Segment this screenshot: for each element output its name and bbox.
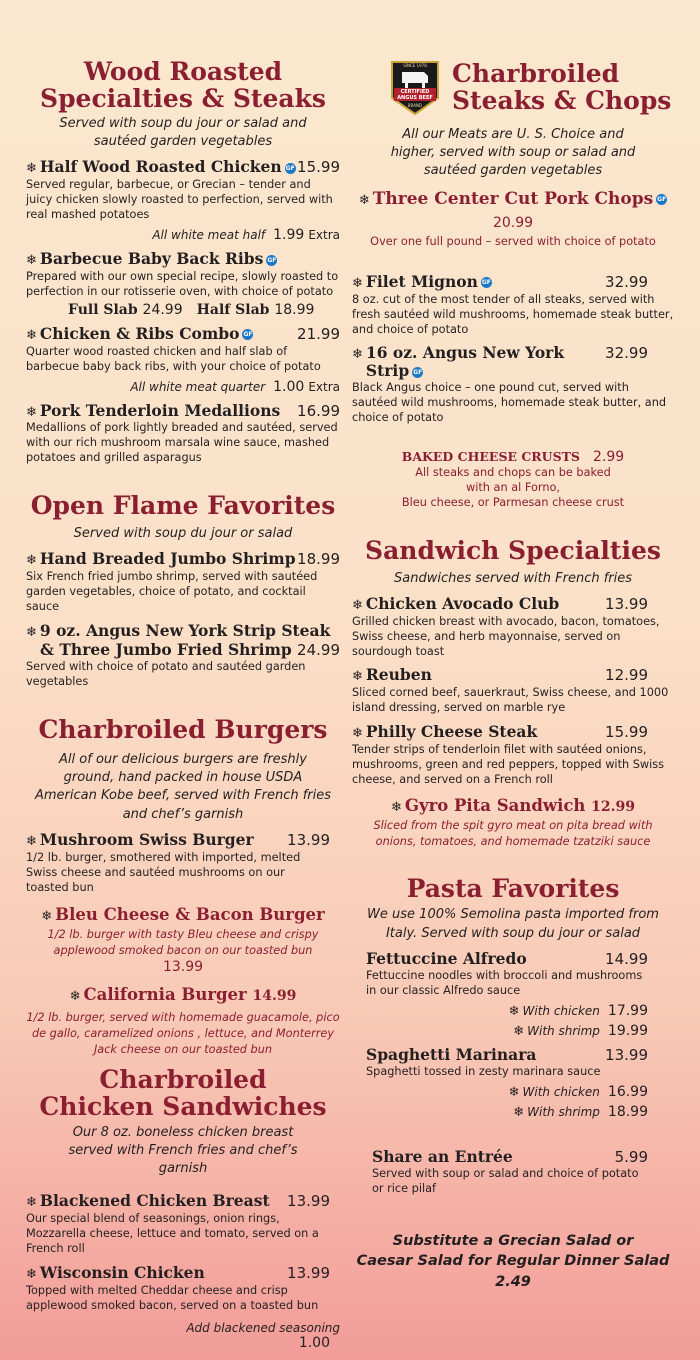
chicken-section-title: Charbroiled Chicken Sandwiches [39,1064,327,1121]
snowflake-icon: ❄ [26,161,37,177]
gluten-free-icon: GF [413,368,423,376]
burgers-subtitle: All of our delicious burgers are freshly ground, hand packed in house USDA American Kobe beef, served with French fries and chef’s garnish [34,752,332,822]
item-option: ❄ With shrimp 19.99 [513,1022,648,1039]
item-description: Prepared with our own special recipe, slowly roasted to perfection in our rotisserie oven, with choice of potato [26,269,339,298]
item-price: 21.99 [297,324,340,343]
item-description: Our special blend of seasonings, onion rings, Mozzarella cheese, lettuce and tomato, served on a French roll [26,1212,319,1255]
snowflake-icon: ❄ [358,192,370,208]
item-price: 12.99 [591,798,635,815]
menu-item: ❄ Half Wood Roasted Chicken GF 15.99 Served regular, barbecue, or Grecian – tender and juicy chicken slowly roasted to perfection, served with real mashed potatoes All white meat half 1.99 Extra [26,157,340,244]
item-price: 13.99 [287,1192,330,1211]
item-description: Served with soup or salad and choice of potato or rice pilaf [372,1167,639,1196]
featured-item: ❄ Three Center Cut Pork Chops GF 20.99 Over one full pound – served with choice of potato [352,189,674,249]
menu-item: ❄ Hand Breaded Jumbo Shrimp 18.99 Six French fried jumbo shrimp, served with sautéed garden vegetables, choice of potato, and cocktail sauce [26,549,340,614]
pasta-subtitle: We use 100% Semolina pasta imported from Italy. Served with soup du jour or salad [367,907,659,941]
snowflake-icon: ❄ [26,1266,37,1282]
snowflake-icon: ❄ [508,1085,520,1101]
item-price: 18.99 [297,550,340,569]
item-description: Tender strips of tenderloin filet with sautéed onions, mushrooms, green and red peppers, topped with Swiss cheese, and served on a French roll [352,743,665,786]
item-option: ❄ With shrimp 18.99 [513,1104,648,1121]
item-extra: Add blackened seasoning 1.00 [186,1321,340,1352]
item-price: 13.99 [605,594,648,613]
item-price: 15.99 [297,158,340,177]
item-description: 8 oz. cut of the most tender of all steaks, served with fresh sautéed wild mushrooms, homemade steak butter, and choice of potato [352,292,674,336]
certified-angus-beef-logo: SINCE 1978 CERTIFIED ANGUS BEEF BRAND [386,58,444,116]
salad-substitution: Substitute a Grecian Salad or Caesar Salad for Regular Dinner Salad 2.49 [356,1233,670,1290]
item-description: Served with choice of potato and sautéed garden vegetables [26,660,306,689]
wood-subtitle: Served with soup du jour or salad and sautéed garden vegetables [59,116,307,150]
snowflake-icon: ❄ [508,1003,520,1019]
item-price: 16.99 [297,401,340,420]
snowflake-icon: ❄ [26,553,37,569]
featured-item: ❄ Gyro Pita Sandwich 12.99 Sliced from the spit gyro meat on pita bread with onions, tomatoes, and homemade tzatziki sauce [352,796,674,850]
item-description: 1/2 lb. burger with tasty Bleu cheese and crispy applewood smoked bacon on our toasted bun [47,928,319,958]
menu-item: ❄ 16 oz. Angus New York Strip GF 32.99 Black Angus choice – one pound cut, served with sautéed wild mushrooms, homemade steak butter, and choice of potato [352,344,674,425]
item-price: 14.99 [252,988,297,1005]
item-price: 12.99 [605,666,648,685]
item-description: Fettuccine noodles with broccoli and mushrooms in our classic Alfredo sauce [366,969,643,997]
pasta-section-title: Pasta Favorites [406,874,620,904]
item-description: 1/2 lb. burger, served with homemade guacamole, pico de gallo, caramelized onions , lettuce, and Monterrey Jack cheese on our toasted bun [26,1011,340,1056]
item-description: Medallions of pork lightly breaded and sautéed, served with our rich mushroom marsala wine sauce, mashed potatoes and grilled asparagus [26,421,338,465]
snowflake-icon: ❄ [513,1023,525,1039]
item-option: ❄ With chicken 16.99 [508,1084,648,1101]
item-price: 24.99 [297,640,340,659]
flame-subtitle: Served with soup du jour or salad [73,526,293,542]
baked-cheese-crusts: BAKED CHEESE CRUSTS 2.99 All steaks and chops can be baked with an al Forno, Bleu cheese, or Parmesan cheese crust [401,448,625,510]
wood-section-title: Wood Roasted Specialties & Steaks [40,57,326,113]
featured-item: ❄ Bleu Cheese & Bacon Burger 1/2 lb. burger with tasty Bleu cheese and crispy applewood smoked bacon on our toasted bun 13.99 [26,905,340,975]
right-column [352,0,674,1292]
menu-item: ❄ Chicken & Ribs Combo GF 21.99 Quarter wood roasted chicken and half slab of barbecue baby back ribs, with your choice of potato All white meat quarter 1.00 Extra [26,323,340,395]
item-description: Black Angus choice – one pound cut, served with sautéed wild mushrooms, homemade steak butter, and choice of potato [352,381,667,424]
steaks-subtitle: All our Meats are U. S. Choice and higher, served with soup or salad and sautéed garden vegetables [390,127,636,179]
snowflake-icon: ❄ [352,597,363,613]
item-description: Quarter wood roasted chicken and half slab of barbecue baby back ribs, with your choice of potato [26,344,321,373]
share-entree: Share an Entrée 5.99 Served with soup or salad and choice of potato or rice pilaf [372,1147,648,1196]
flame-section-title: Open Flame Favorites [30,491,336,521]
steaks-section-title: Charbroiled Steaks & Chops [452,59,672,115]
item-description: Spaghetti tossed in zesty marinara sauce [366,1065,601,1079]
item-price: 14.99 [605,949,648,968]
sandwich-subtitle: Sandwiches served with French fries [393,570,633,586]
item-price: 13.99 [605,1045,648,1064]
item-extra: All white meat quarter 1.00 Extra [130,378,340,395]
snowflake-icon: ❄ [390,799,402,815]
item-description: Sliced corned beef, sauerkraut, Swiss cheese, and 1000 island dressing, served on marble rye [352,686,669,715]
item-description: Over one full pound – served with choice of potato [370,234,656,248]
snowflake-icon: ❄ [26,253,37,269]
item-description: Topped with melted Cheddar cheese and crisp applewood smoked bacon, served on a toasted bun [26,1283,319,1312]
item-price: 32.99 [605,272,648,291]
gluten-free-icon: GF [657,195,667,203]
slab-prices: Full Slab 24.99 Half Slab 18.99 [68,301,315,318]
menu-item: ❄ 9 oz. Angus New York Strip Steak & Three Jumbo Fried Shrimp 24.99 Served with choice of potato and sautéed garden vegetables [26,621,340,689]
menu-item: ❄ Chicken Avocado Club 13.99 Grilled chicken breast with avocado, bacon, tomatoes, Swiss cheese, and herb mayonnaise, served on sourdough toast [352,595,674,660]
item-price: 13.99 [287,1263,330,1282]
menu-item: ❄ Reuben 12.99 Sliced corned beef, sauerkraut, Swiss cheese, and 1000 island dressing, served on marble rye [352,666,674,716]
snowflake-icon: ❄ [352,347,363,363]
left-column [26,0,340,1351]
snowflake-icon: ❄ [26,327,37,343]
item-price: 15.99 [605,723,648,742]
gluten-free-icon: GF [267,256,277,264]
item-price: 32.99 [605,344,648,363]
snowflake-icon: ❄ [513,1105,525,1121]
snowflake-icon: ❄ [26,404,37,420]
snowflake-icon: ❄ [26,1195,37,1211]
burgers-section-title: Charbroiled Burgers [38,715,328,745]
gluten-free-icon: GF [243,331,253,339]
snowflake-icon: ❄ [352,669,363,685]
item-price: 5.99 [614,1148,648,1167]
item-price: 13.99 [287,830,330,849]
snowflake-icon: ❄ [26,625,37,641]
menu-item: Spaghetti Marinara 13.99 Spaghetti tossed in zesty marinara sauce ❄ With chicken 16.99 ❄ With shrimp 18.99 [352,1046,674,1120]
menu-item: ❄ Pork Tenderloin Medallions 16.99 Medallions of pork lightly breaded and sautéed, served with our rich mushroom marsala wine sauce, mashed potatoes and grilled asparagus [26,400,340,465]
snowflake-icon: ❄ [26,833,37,849]
item-description: Sliced from the spit gyro meat on pita bread with onions, tomatoes, and homemade tzatziki sauce [373,818,653,848]
sandwich-section-title: Sandwich Specialties [365,535,661,565]
menu-item: ❄ Barbecue Baby Back Ribs GF Prepared with our own special recipe, slowly roasted to perfection in our rotisserie oven, with choice of potato Full Slab 24.99 Half Slab 18.99 [26,249,339,318]
gluten-free-icon: GF [481,279,491,287]
featured-item: ❄ California Burger 14.99 1/2 lb. burger, served with homemade guacamole, pico de gallo, caramelized onions , lettuce, and Monterrey Jack cheese on our toasted bun [26,985,340,1056]
item-option: ❄ With chicken 17.99 [508,1002,648,1019]
snowflake-icon: ❄ [352,726,363,742]
snowflake-icon: ❄ [69,989,81,1005]
menu-item: Fettuccine Alfredo 14.99 Fettuccine noodles with broccoli and mushrooms in our classic Alfredo sauce ❄ With chicken 17.99 ❄ With shrimp 19.99 [352,950,674,1039]
menu-item: ❄ Wisconsin Chicken 13.99 Topped with melted Cheddar cheese and crisp applewood smoked bacon, served on a toasted bun [26,1264,340,1314]
snowflake-icon: ❄ [41,909,53,925]
item-description: Six French fried jumbo shrimp, served with sautéed garden vegetables, choice of potato, and cocktail sauce [26,570,318,614]
item-description: 1/2 lb. burger, smothered with imported, melted Swiss cheese and sautéed mushrooms on our toasted bun [26,850,301,894]
item-description: Grilled chicken breast with avocado, bacon, tomatoes, Swiss cheese, and herb mayonnaise, served on sourdough toast [352,614,660,658]
item-price: 13.99 [162,959,204,976]
snowflake-icon: ❄ [352,275,363,291]
gluten-free-icon: GF [285,164,295,172]
item-extra: All white meat half 1.99 Extra [152,227,340,244]
menu-item: ❄ Blackened Chicken Breast 13.99 Our special blend of seasonings, onion rings, Mozzarella cheese, lettuce and tomato, served on a French roll [26,1192,340,1257]
item-price: 20.99 [492,214,534,231]
steaks-header [352,58,674,116]
menu-item: ❄ Mushroom Swiss Burger 13.99 1/2 lb. burger, smothered with imported, melted Swiss cheese and sautéed mushrooms on our toasted bun [26,831,340,896]
item-description: Served regular, barbecue, or Grecian – tender and juicy chicken slowly roasted to perfection, served with real mashed potatoes [26,178,333,222]
menu-item: ❄ Philly Cheese Steak 15.99 Tender strips of tenderloin filet with sautéed onions, mushrooms, green and red peppers, topped with Swiss cheese, and served on a French roll [352,723,674,788]
chicken-subtitle: Our 8 oz. boneless chicken breast served with French fries and chef’s garnish [68,1124,298,1176]
menu-item: ❄ Filet Mignon GF 32.99 8 oz. cut of the most tender of all steaks, served with fresh sautéed wild mushrooms, homemade steak butter, and choice of potato [352,271,674,336]
